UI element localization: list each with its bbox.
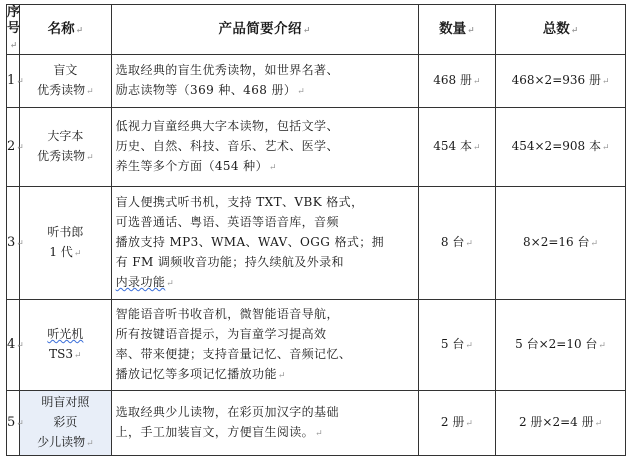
paragraph-mark-icon: ↵	[86, 439, 94, 449]
paragraph-mark-icon: ↵	[570, 25, 579, 36]
desc-line: 选取经典的盲生优秀读物，如世界名著、	[115, 63, 339, 77]
row-name	[20, 300, 112, 391]
paragraph-mark-icon: ↵	[277, 371, 286, 381]
desc-line: 播放记忆等多项记忆播放功能↵	[115, 367, 286, 381]
paragraph-mark-icon: ↵	[472, 77, 481, 87]
desc-line: 智能语音听书收音机，微智能语音导航，	[115, 307, 339, 321]
row-total: 8×2=16 台↵	[496, 187, 626, 300]
paragraph-mark-icon: ↵	[472, 143, 481, 153]
desc-line: 上，手工加装盲文，方便盲生阅读。↵	[115, 425, 324, 439]
paragraph-mark-icon: ↵	[86, 87, 94, 97]
row-qty: 2 册↵	[418, 391, 496, 456]
row-total: 454×2=908 本↵	[496, 108, 626, 187]
paragraph-mark-icon: ↵	[315, 429, 324, 439]
header-desc: 产品简要介绍↵	[111, 5, 418, 55]
desc-line: 播放支持 MP3、WMA、WAV、OGG 格式；拥	[115, 235, 385, 249]
paragraph-mark-icon: ↵	[467, 25, 475, 36]
table-row	[7, 108, 626, 187]
row-name	[20, 108, 112, 187]
row-index: 3↵	[7, 187, 20, 300]
desc-line: 历史、自然、科技、音乐、艺术、医学、	[115, 139, 339, 153]
desc-line: 可选普通话、粤语、英语等语音库，音频	[115, 215, 339, 229]
desc-line: 盲人便携式听书机，支持 TXT、VBK 格式，	[115, 195, 364, 209]
desc-line: 选取经典少儿读物，在彩页加汉字的基础	[115, 405, 339, 419]
table-row	[7, 300, 626, 391]
paragraph-mark-icon: ↵	[75, 25, 84, 36]
paragraph-mark-icon: ↵	[601, 77, 610, 87]
desc-line: 所有按键语音提示，为盲童学习提高效	[115, 327, 327, 341]
row-total: 468×2=936 册↵	[496, 55, 626, 108]
name-line: 大字本	[47, 129, 84, 143]
name-line: 优秀读物↵	[37, 83, 94, 97]
row-total: 2 册×2=4 册↵	[496, 391, 626, 456]
desc-line: 内录功能↵	[115, 275, 175, 289]
row-qty: 8 台↵	[418, 187, 496, 300]
name-line: 听光机	[47, 327, 84, 341]
desc-line: 励志读物等（369 种、468 册）↵	[115, 83, 306, 97]
row-desc	[111, 108, 418, 187]
table-row	[7, 55, 626, 108]
paragraph-mark-icon: ↵	[598, 341, 606, 351]
name-line: 听书郎	[47, 225, 84, 239]
row-name	[20, 55, 112, 108]
row-index: 5↵	[7, 391, 20, 456]
desc-line: 率、带来便捷；支持音量记忆、音频记忆、	[115, 347, 352, 361]
row-desc	[111, 187, 418, 300]
name-line: 1 代↵	[49, 245, 82, 259]
desc-line: 养生等多个方面（454 种）↵	[115, 159, 277, 173]
row-name	[20, 187, 112, 300]
paragraph-mark-icon: ↵	[465, 341, 473, 351]
header-total: 总数↵	[496, 5, 626, 55]
row-total: 5 台×2=10 台↵	[496, 300, 626, 391]
name-line: 明盲对照	[41, 395, 90, 409]
paragraph-mark-icon: ↵	[601, 143, 610, 153]
paragraph-mark-icon: ↵	[73, 249, 82, 259]
product-table	[6, 4, 626, 456]
paragraph-mark-icon: ↵	[268, 163, 277, 173]
paragraph-mark-icon: ↵	[86, 153, 94, 163]
row-index: 1↵	[7, 55, 20, 108]
paragraph-mark-icon: ↵	[166, 279, 175, 289]
row-qty: 468 册↵	[418, 55, 496, 108]
name-line: 彩页	[53, 415, 78, 429]
row-index: 4↵	[7, 300, 20, 391]
paragraph-mark-icon: ↵	[16, 142, 24, 153]
paragraph-mark-icon: ↵	[297, 87, 306, 97]
header-qty: 数量↵	[418, 5, 496, 55]
paragraph-mark-icon: ↵	[594, 419, 603, 429]
paragraph-mark-icon: ↵	[465, 239, 473, 249]
paragraph-mark-icon: ↵	[74, 351, 82, 361]
paragraph-mark-icon: ↵	[465, 419, 473, 429]
paragraph-mark-icon: ↵	[16, 76, 24, 87]
header-name: 名称↵	[20, 5, 112, 55]
paragraph-mark-icon: ↵	[9, 41, 18, 51]
header-index: 序号↵	[7, 5, 20, 55]
row-index: 2↵	[7, 108, 20, 187]
paragraph-mark-icon: ↵	[302, 25, 311, 36]
desc-line: 有 FM 调频收音功能；持久续航及外录和	[115, 255, 344, 269]
name-line: 少儿读物↵	[37, 435, 94, 449]
paragraph-mark-icon: ↵	[16, 340, 24, 351]
name-line: TS3↵	[49, 347, 82, 361]
row-qty: 5 台↵	[418, 300, 496, 391]
paragraph-mark-icon: ↵	[16, 418, 24, 429]
row-desc	[111, 300, 418, 391]
row-qty: 454 本↵	[418, 108, 496, 187]
desc-line: 低视力盲童经典大字本读物，包括文学、	[115, 119, 339, 133]
name-line: 优秀读物↵	[37, 149, 94, 163]
paragraph-mark-icon: ↵	[16, 238, 24, 249]
header-row	[7, 5, 626, 55]
row-desc	[111, 55, 418, 108]
table-row	[7, 187, 626, 300]
paragraph-mark-icon: ↵	[590, 239, 599, 249]
name-line: 盲文	[53, 63, 78, 77]
